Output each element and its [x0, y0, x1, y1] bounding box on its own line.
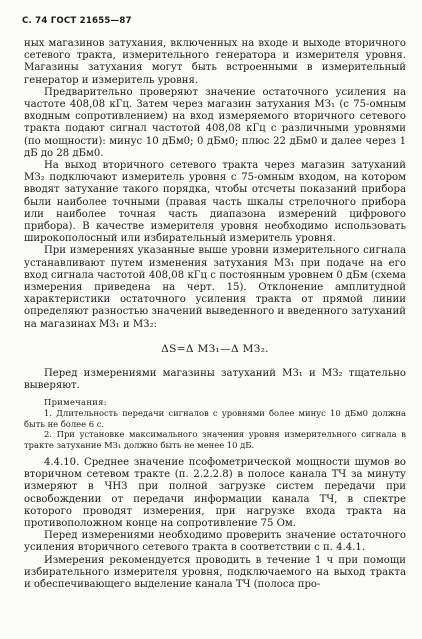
paragraph: Перед измерениями магазины затуханий МЗ₁ и МЗ₂ тщательно выверяют.: [24, 367, 406, 392]
paragraph: На выход вторичного сетевого тракта через магазин затуханий МЗ₂ подключают измеритель уровня с 75-омным входом, на котором вводят затухание такого порядка, чтобы отсчеты показаний прибора были наиболее точными (правая часть шкалы стрелочного прибора или наиболее точная часть диапазона измерений цифрового прибора). В качестве измерителя уровня необходимо использовать широкополосный или избирательный измеритель уровня.: [24, 160, 406, 245]
notes-title: Примечания:: [44, 397, 107, 408]
page-header: С. 74 ГОСТ 21655—87: [22, 16, 132, 26]
section-paragraph: Измерения рекомендуется проводить в течение 1 ч при помощи избирательного измерителя уровня, подключаемого на выход тракта и обеспечивающего выделение канала ТЧ (полоса про-: [24, 554, 406, 590]
section-paragraph: 4.4.10. Среднее значение псофометрической мощности шумов во вторичном сетевом тракте (п. 2.2.2.8) в полосе канала ТЧ за минуту измеряют в ЧНЗ при полной загрузке систем передачи при освобождении от передачи информации канала ТЧ, в спектре которого проводят измерения, при нагрузке входа тракта на противоположном конце на сопротивление 75 Ом.: [24, 456, 406, 529]
formula: ΔS=Δ МЗ₁—Δ МЗ₂.: [161, 342, 269, 355]
paragraph: ных магазинов затухания, включенных на входе и выходе вторичного сетевого тракта, измерительного генератора и измерителя уровня. Магазины затухания могут быть встроенными в измерительный генератор и измеритель уровня.: [24, 38, 406, 86]
note-item: 1. Длительность передачи сигналов с уровнями более минус 10 дБм0 должна быть не более 6 с.: [24, 408, 406, 429]
paragraph: При измерениях указанные выше уровни измерительного сигнала устанавливают путем изменения затухания МЗ₁ при подаче на его вход сигнала частотой 408,08 кГц с постоянным уровнем 0 дБм (схема измерения приведена на черт. 15). Отклонение амплитудной характеристики остаточного усиления тракта от прямой линии определяют разностью значений выведенного и введенного затуханий на магазинах МЗ₁ и МЗ₂:: [24, 245, 406, 330]
note-item: 2. При установке максимального значения уровня измерительного сигнала в тракте затухание МЗ₁ должно быть не менее 10 дБ.: [24, 429, 406, 450]
section-paragraph: Перед измерениями необходимо проверить значение остаточного усиления вторичного сетевого тракта в соответствии с п. 4.4.1.: [24, 530, 406, 554]
paragraph: Предварительно проверяют значение остаточного усиления на частоте 408,08 кГц. Затем через магазин затухания МЗ₁ (с 75-омным входным сопротивлением) на вход измеряемого вторичного сетевого тракта подают сигнал частотой 408,08 кГц с различными уровнями (по мощности): минус 10 дБм0; 0 дБм0; плюс 22 дБм0 и далее через 1 дБ до 28 дБм0.: [24, 86, 406, 159]
